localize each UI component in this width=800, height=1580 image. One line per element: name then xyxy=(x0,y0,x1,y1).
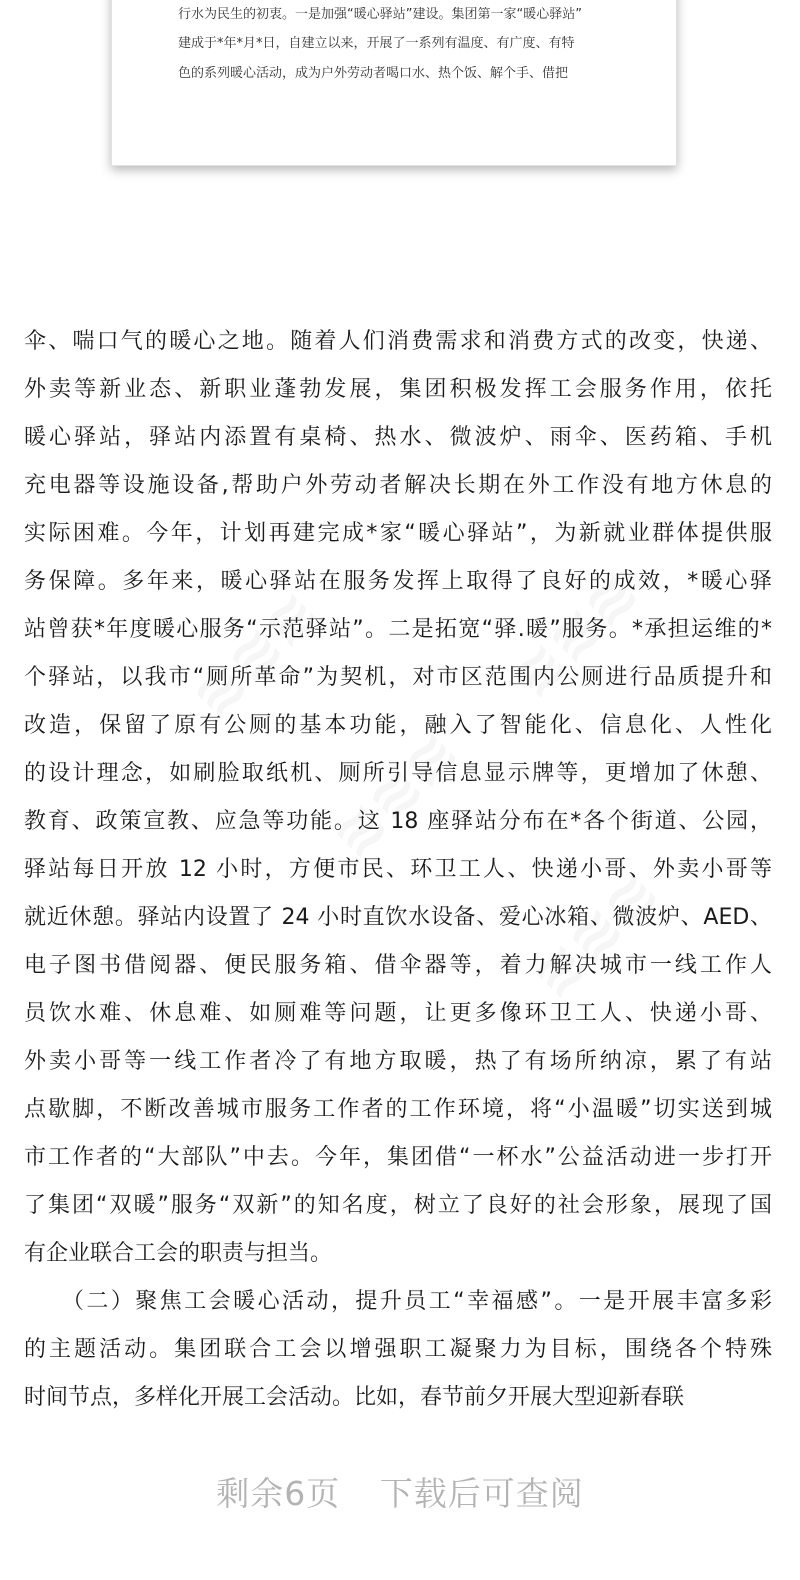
text-line: 时间节点，多样化开展工会活动。比如，春节前夕开展大型迎新春联 xyxy=(24,1385,685,1410)
download-to-view-label: 下载后可查阅 xyxy=(379,1474,584,1513)
text-line: 个驿站，以我市“厕所革命”为契机，对市区范围内公厕进行品质提升和 xyxy=(24,665,772,690)
remaining-pages-label: 剩余6页 xyxy=(216,1474,341,1513)
text-line: 的设计理念，如刷脸取纸机、厕所引导信息显示牌等，更增加了休憩、 xyxy=(24,761,772,786)
preview-line: 建成于*年*月*日，自建立以来，开展了一系列有温度、有广度、有特 xyxy=(178,36,575,51)
text-line: 外卖等新业态、新职业蓬勃发展，集团积极发挥工会服务作用，依托 xyxy=(24,377,772,402)
text-line: 实际困难。今年，计划再建完成*家“暖心驿站”，为新就业群体提供服 xyxy=(24,521,772,546)
preview-line: 行水为民生的初衷。一是加强“暖心驿站”建设。集团第一家“暖心驿站” xyxy=(178,7,582,22)
text-line: （二）聚焦工会暖心活动，提升员工“幸福感”。一是开展丰富多彩 xyxy=(24,1289,772,1314)
text-line: 了集团“双暖”服务“双新”的知名度，树立了良好的社会形象，展现了国 xyxy=(24,1193,772,1218)
text-line: 暖心驿站，驿站内添置有桌椅、热水、微波炉、雨伞、医药箱、手机 xyxy=(24,425,772,450)
text-line: 驿站每日开放 12 小时，方便市民、环卫工人、快递小哥、外卖小哥等 xyxy=(24,857,772,882)
text-line: 充电器等设施设备,帮助户外劳动者解决长期在外工作没有地方休息的 xyxy=(24,473,772,498)
text-line: 改造，保留了原有公厕的基本功能，融入了智能化、信息化、人性化 xyxy=(24,713,772,738)
text-line: 有企业联合工会的职责与担当。 xyxy=(24,1241,333,1266)
text-line: 务保障。多年来，暖心驿站在服务发挥上取得了良好的成效，*暖心驿 xyxy=(24,569,772,594)
text-line: 伞、喘口气的暖心之地。随着人们消费需求和消费方式的改变，快递、 xyxy=(24,329,772,354)
download-prompt[interactable] xyxy=(0,1468,800,1515)
text-line: 外卖小哥等一线工作者冷了有地方取暖，热了有场所纳凉，累了有站 xyxy=(24,1049,772,1074)
text-line: 电子图书借阅器、便民服务箱、借伞器等，着力解决城市一线工作人 xyxy=(24,953,772,978)
document-body xyxy=(24,318,772,1422)
text-line: 站曾获*年度暖心服务“示范驿站”。二是拓宽“驿.暖”服务。*承担运维的* xyxy=(24,617,772,642)
text-line: 点歇脚，不断改善城市服务工作者的工作环境，将“小温暖”切实送到城 xyxy=(24,1097,772,1122)
text-line: 的主题活动。集团联合工会以增强职工凝聚力为目标，围绕各个特殊 xyxy=(24,1337,772,1362)
text-line: 教育、政策宣教、应急等功能。这 18 座驿站分布在*各个街道、公园， xyxy=(24,809,772,834)
previous-page-preview xyxy=(111,0,677,166)
text-line: 就近休憩。驿站内设置了 24 小时直饮水设备、爱心冰箱、微波炉、AED、 xyxy=(24,905,772,930)
preview-line: 色的系列暖心活动，成为户外劳动者喝口水、热个饭、解个手、借把 xyxy=(178,66,569,81)
text-line: 员饮水难、休息难、如厕难等问题，让更多像环卫工人、快递小哥、 xyxy=(24,1001,772,1026)
text-line: 市工作者的“大部队”中去。今年，集团借“一杯水”公益活动进一步打开 xyxy=(24,1145,772,1170)
